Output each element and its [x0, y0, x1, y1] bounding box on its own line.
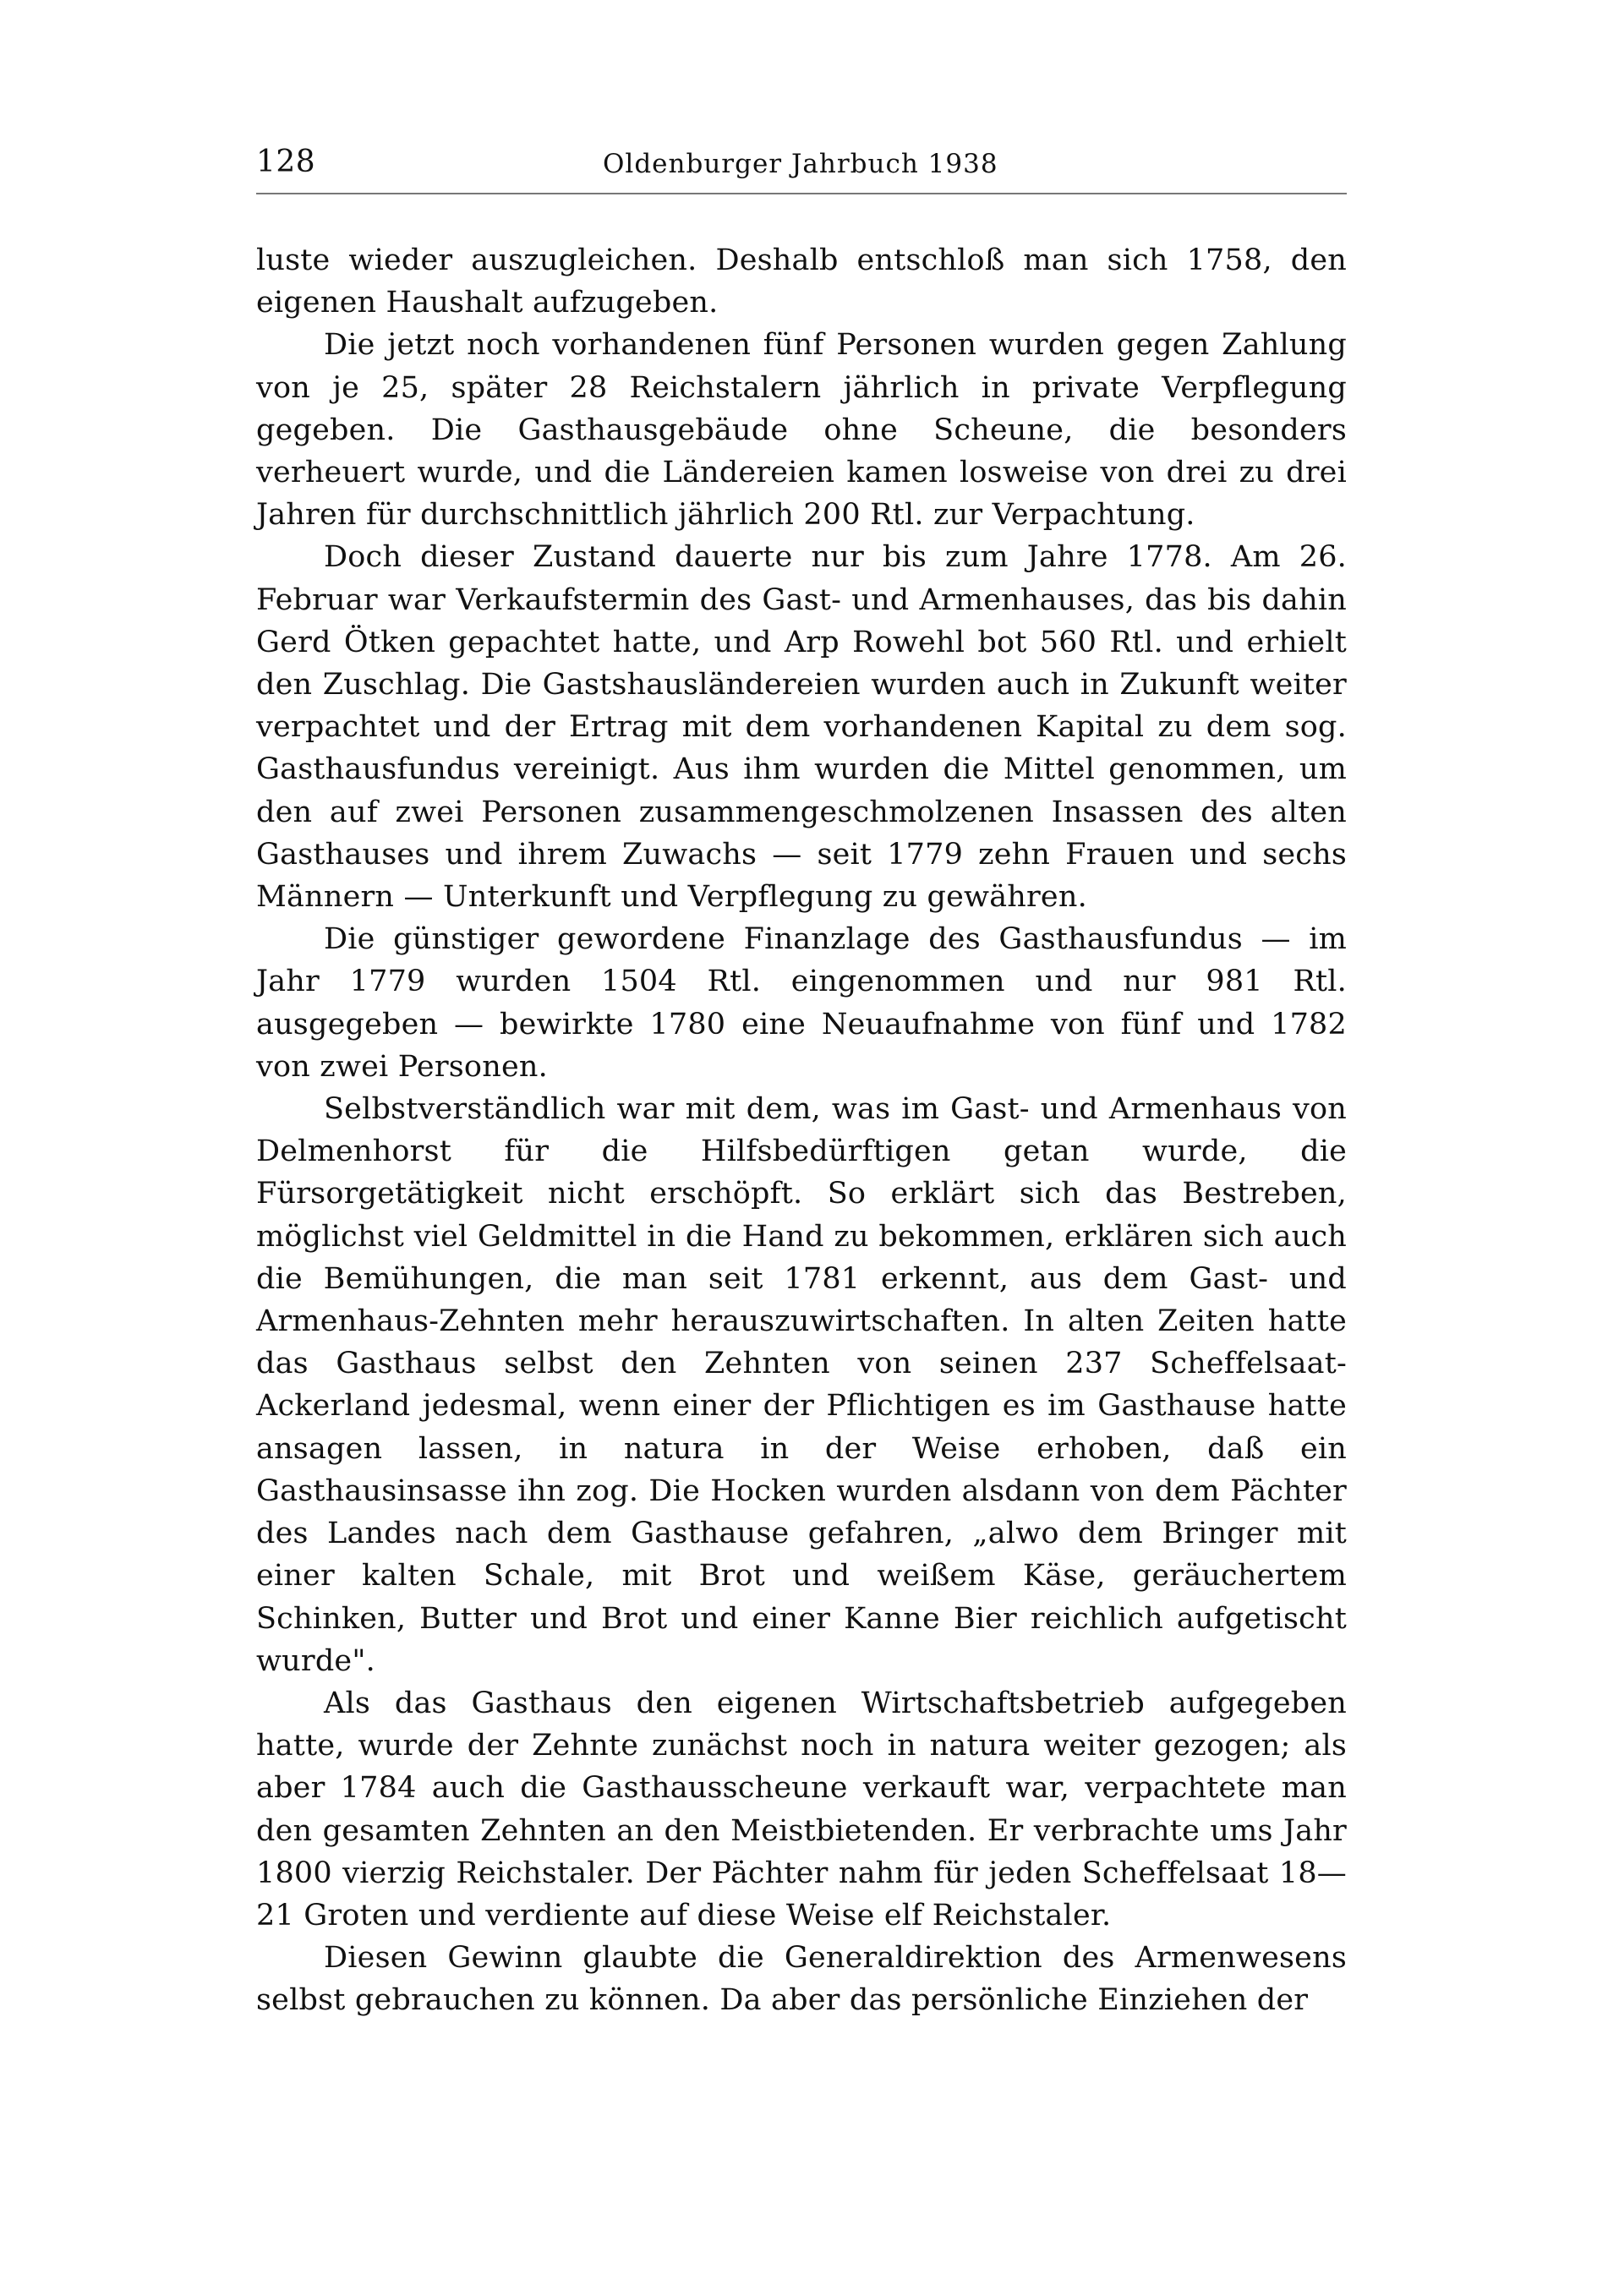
paragraph-7: Diesen Gewinn glaubte die Generaldirektion des Armenwesens selbst gebrauchen zu können. Da aber das persönliche Einziehen der: [256, 1941, 1347, 2018]
paragraph-2: Die jetzt noch vorhandenen fünf Personen wurden gegen Zahlung von je 25, später 28 Reichstalern jährlich in private Verpflegung gegeben. Die Gasthausgebäude ohne Scheune, die besonders verheuert wurde, und die Ländereien kamen losweise von drei zu drei Jahren für durchschnittlich jährlich 200 Rtl. zur Verpachtung.: [256, 328, 1347, 533]
paragraph-6: Als das Gasthaus den eigenen Wirtschaftsbetrieb aufgegeben hatte, wurde der Zehnte zunächst noch in natura weiter gezogen; als aber 1784 auch die Gasthausscheune verkauft war, verpachtete man den gesamten Zehnten an den Meistbietenden. Er verbrachte ums Jahr 1800 vierzig Reichstaler. Der Pächter nahm für jeden Scheffelsaat 18—21 Groten und verdiente auf diese Weise elf Reichstaler.: [256, 1686, 1347, 1932]
page-number: 128: [256, 145, 316, 179]
paragraph-3: Doch dieser Zustand dauerte nur bis zum Jahre 1778. Am 26. Februar war Verkaufstermin des Gast- und Armenhauses, das bis dahin Gerd Ötken gepachtet hatte, und Arp Rowehl bot 560 Rtl. und erhielt den Zuschlag. Die Gastshausländereien wurden auch in Zukunft weiter verpachtet und der Ertrag mit dem vorhandenen Kapital zu dem sog. Gasthausfundus vereinigt. Aus ihm wurden die Mittel genommen, um den auf zwei Personen zusammengeschmolzenen Insassen des alten Gasthauses und ihrem Zuwachs — seit 1779 zehn Frauen und sechs Männern — Unterkunft und Verpflegung zu gewähren.: [256, 540, 1347, 915]
paragraph-1: luste wieder auszugleichen. Deshalb entschloß man sich 1758, den eigenen Haushalt aufzugeben.: [256, 243, 1347, 320]
paragraph-4: Die günstiger gewordene Finanzlage des Gasthausfundus — im Jahr 1779 wurden 1504 Rtl. eingenommen und nur 981 Rtl. ausgegeben — bewirkte 1780 eine Neuaufnahme von fünf und 1782 von zwei Personen.: [256, 922, 1347, 1084]
page-header: [256, 142, 1347, 193]
paragraph-5: Selbstverständlich war mit dem, was im Gast- und Armenhaus von Delmenhorst für die Hilfsbedürftigen getan wurde, die Fürsorgetätigkeit nicht erschöpft. So erklärt sich das Bestreben, möglichst viel Geldmittel in die Hand zu bekommen, erklären sich auch die Bemühungen, die man seit 1781 erkennt, aus dem Gast- und Armenhaus-Zehnten mehr herauszuwirtschaften. In alten Zeiten hatte das Gasthaus selbst den Zehnten von seinen 237 Scheffelsaat-Ackerland jedesmal, wenn einer der Pflichtigen es im Gasthause hatte ansagen lassen, in natura in der Weise erhoben, daß ein Gasthausinsasse ihn zog. Die Hocken wurden alsdann von dem Pächter des Landes nach dem Gasthause gefahren, „alwo dem Bringer mit einer kalten Schale, mit Brot und weißem Käse, geräuchertem Schinken, Butter und Brot und einer Kanne Bier reichlich aufgetischt wurde".: [256, 1092, 1347, 1678]
body-text: [256, 239, 1347, 2022]
header-rule: [256, 193, 1347, 194]
running-head: Oldenburger Jahrbuch 1938: [603, 149, 998, 179]
